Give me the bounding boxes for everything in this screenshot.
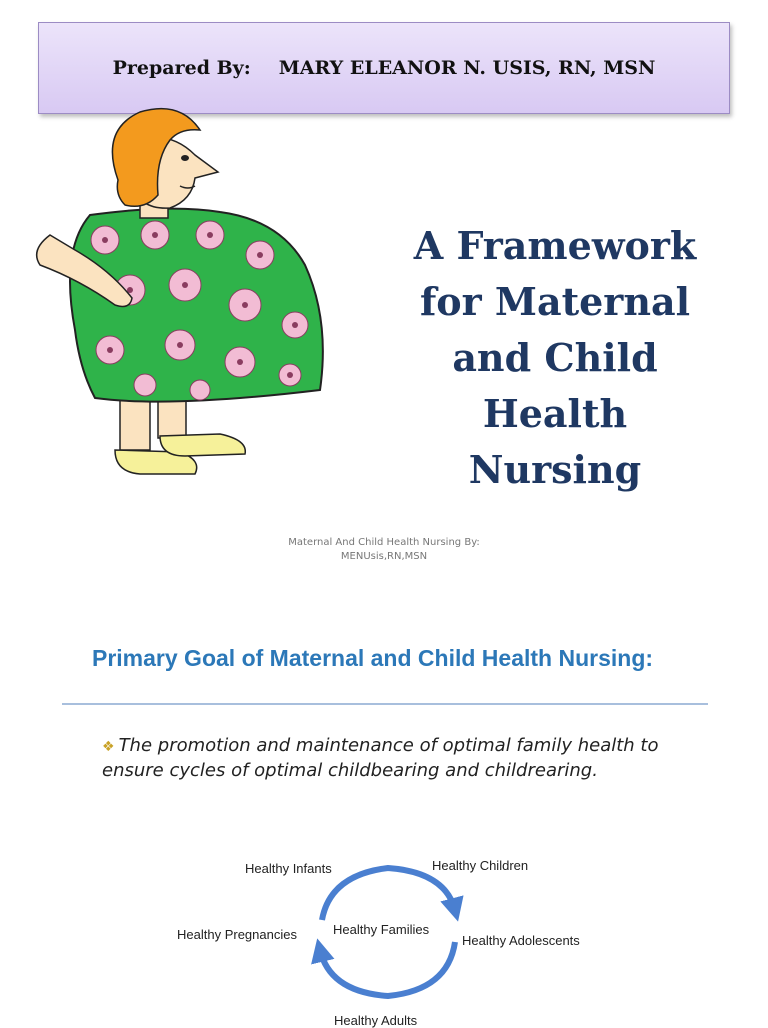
label-healthy-infants: Healthy Infants [245,861,332,876]
label-healthy-adults: Healthy Adults [334,1013,418,1028]
pregnant-woman-illustration [20,100,340,490]
presentation-title [360,218,750,498]
label-healthy-pregnancies: Healthy Pregnancies [177,927,297,942]
cycle-arrows [0,850,768,1024]
title-line: A Framework [413,223,697,268]
slide-footer-note [234,536,534,564]
cycle-arrow-bottom [320,942,455,996]
diamond-bullet-icon: ❖ [102,739,115,755]
footer-line: MENUsis,RN,MSN [340,551,428,562]
label-healthy-families: Healthy Families [333,922,430,937]
footer-line: Maternal And Child Health Nursing By: [288,537,480,548]
title-line: for Maternal [419,279,691,324]
label-healthy-adolescents: Healthy Adolescents [462,933,580,948]
prepared-by-label: Prepared By: [112,57,251,79]
title-line: Nursing [468,447,642,492]
label-healthy-children: Healthy Children [432,858,529,873]
primary-goal-heading: Primary Goal of Maternal and Child Health Nursing: [92,645,654,671]
goal-bullet-text: The promotion and maintenance of optimal family health to ensure cycles of optimal childbearing and childrearing. [102,735,659,781]
author-name: MARY ELEANOR N. USIS, RN, MSN [278,57,656,79]
heading-divider [62,703,708,705]
goal-bullet [102,734,702,783]
family-health-cycle-diagram [0,850,768,1028]
title-line: and Child [452,335,658,380]
title-line: Health [482,391,628,436]
cycle-arrow-top [322,868,455,920]
